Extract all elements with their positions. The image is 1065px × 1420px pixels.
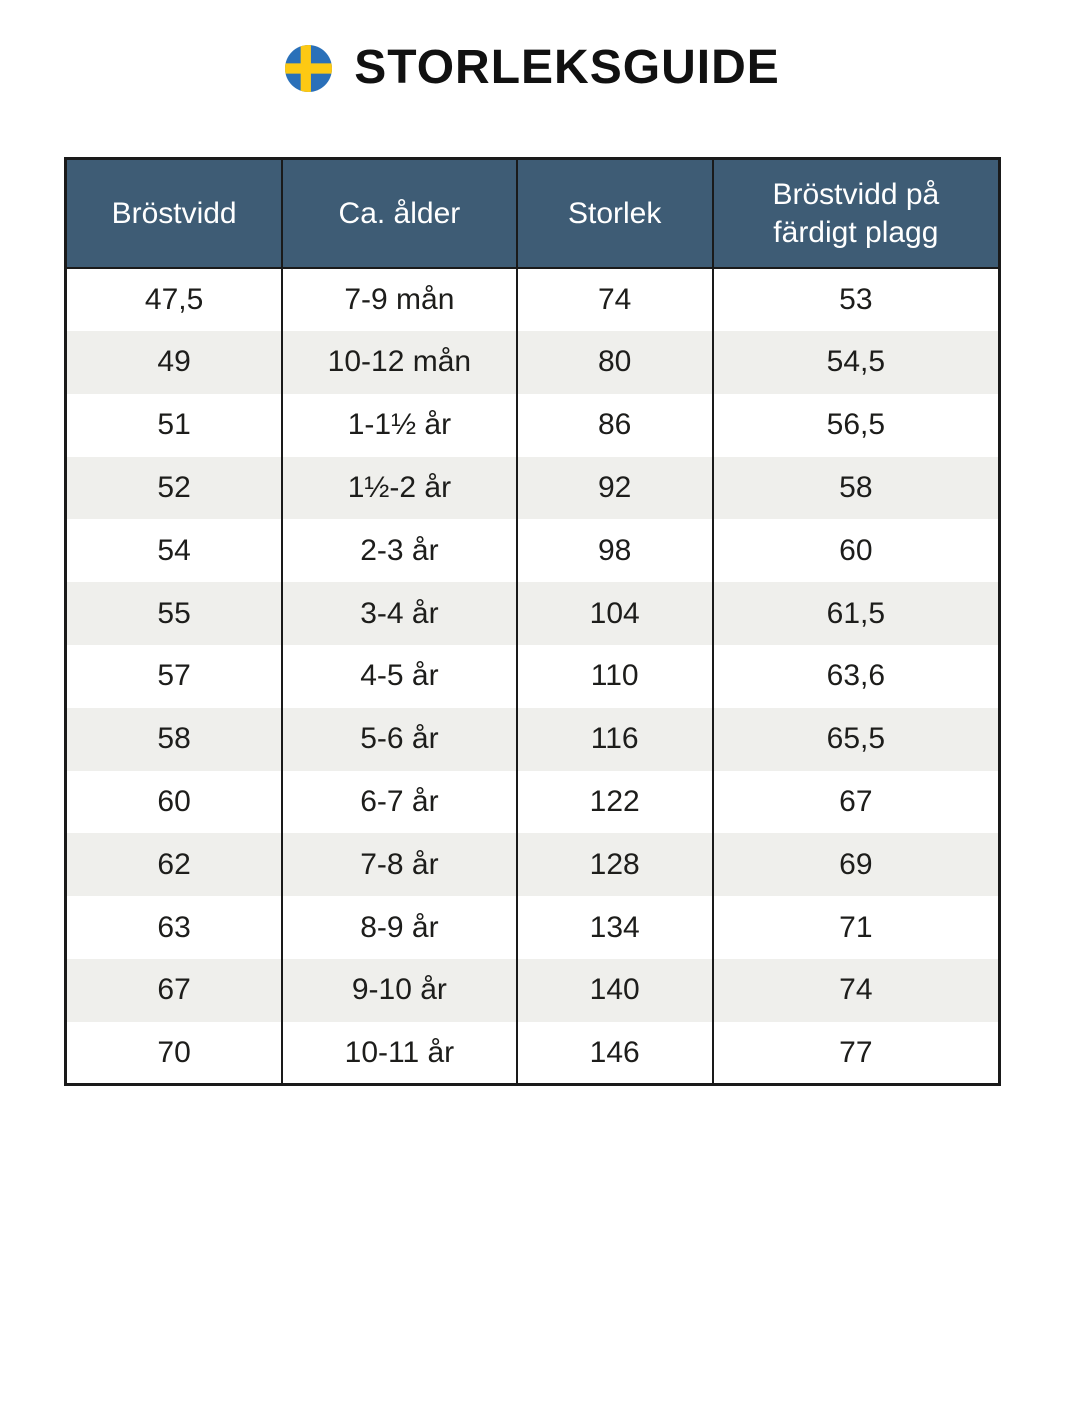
table-cell: 5-6 år [282, 708, 516, 771]
table-header-row [66, 158, 1000, 268]
table-cell: 67 [713, 771, 1000, 834]
table-cell: 71 [713, 896, 1000, 959]
table-row [66, 771, 1000, 834]
table-cell: 110 [517, 645, 713, 708]
table-cell: 47,5 [66, 268, 283, 331]
page-title: STORLEKSGUIDE [354, 41, 780, 94]
table-cell: 58 [713, 457, 1000, 520]
table-cell: 134 [517, 896, 713, 959]
swedish-flag-icon [285, 45, 332, 92]
table-cell: 92 [517, 457, 713, 520]
table-cell: 10-11 år [282, 1022, 516, 1085]
table-cell: 2-3 år [282, 519, 516, 582]
table-cell: 104 [517, 582, 713, 645]
table-row [66, 708, 1000, 771]
table-cell: 74 [517, 268, 713, 331]
size-table-body [66, 268, 1000, 1084]
column-header-brostvidd-fardigt-plagg: Bröstvidd på färdigt plagg [713, 158, 1000, 268]
table-cell: 86 [517, 394, 713, 457]
table-cell: 61,5 [713, 582, 1000, 645]
table-row [66, 959, 1000, 1022]
column-header-storlek: Storlek [517, 158, 713, 268]
table-cell: 52 [66, 457, 283, 520]
size-guide-table-container [64, 157, 1001, 1086]
table-cell: 77 [713, 1022, 1000, 1085]
table-cell: 3-4 år [282, 582, 516, 645]
table-cell: 55 [66, 582, 283, 645]
table-cell: 8-9 år [282, 896, 516, 959]
table-cell: 53 [713, 268, 1000, 331]
table-row [66, 582, 1000, 645]
table-cell: 65,5 [713, 708, 1000, 771]
table-cell: 57 [66, 645, 283, 708]
table-cell: 56,5 [713, 394, 1000, 457]
table-row [66, 833, 1000, 896]
table-row [66, 457, 1000, 520]
table-cell: 4-5 år [282, 645, 516, 708]
table-cell: 98 [517, 519, 713, 582]
table-row [66, 331, 1000, 394]
table-cell: 6-7 år [282, 771, 516, 834]
table-cell: 1-1½ år [282, 394, 516, 457]
table-cell: 63 [66, 896, 283, 959]
table-cell: 63,6 [713, 645, 1000, 708]
table-cell: 140 [517, 959, 713, 1022]
flag-cross-horizontal [285, 63, 332, 73]
table-cell: 70 [66, 1022, 283, 1085]
table-cell: 9-10 år [282, 959, 516, 1022]
table-row [66, 1022, 1000, 1085]
table-cell: 49 [66, 331, 283, 394]
size-guide-table [64, 157, 1001, 1086]
table-row [66, 394, 1000, 457]
table-cell: 116 [517, 708, 713, 771]
table-cell: 60 [713, 519, 1000, 582]
table-row [66, 896, 1000, 959]
table-row [66, 645, 1000, 708]
table-cell: 1½-2 år [282, 457, 516, 520]
table-cell: 80 [517, 331, 713, 394]
table-row [66, 519, 1000, 582]
table-cell: 7-8 år [282, 833, 516, 896]
table-cell: 54 [66, 519, 283, 582]
table-cell: 74 [713, 959, 1000, 1022]
column-header-ca-alder: Ca. ålder [282, 158, 516, 268]
table-cell: 122 [517, 771, 713, 834]
table-row [66, 268, 1000, 331]
table-cell: 7-9 mån [282, 268, 516, 331]
table-cell: 58 [66, 708, 283, 771]
table-cell: 69 [713, 833, 1000, 896]
table-cell: 51 [66, 394, 283, 457]
table-cell: 146 [517, 1022, 713, 1085]
table-cell: 60 [66, 771, 283, 834]
page-header [0, 42, 1065, 95]
table-cell: 10-12 mån [282, 331, 516, 394]
table-cell: 54,5 [713, 331, 1000, 394]
table-cell: 128 [517, 833, 713, 896]
table-cell: 62 [66, 833, 283, 896]
column-header-brostvidd: Bröstvidd [66, 158, 283, 268]
table-cell: 67 [66, 959, 283, 1022]
